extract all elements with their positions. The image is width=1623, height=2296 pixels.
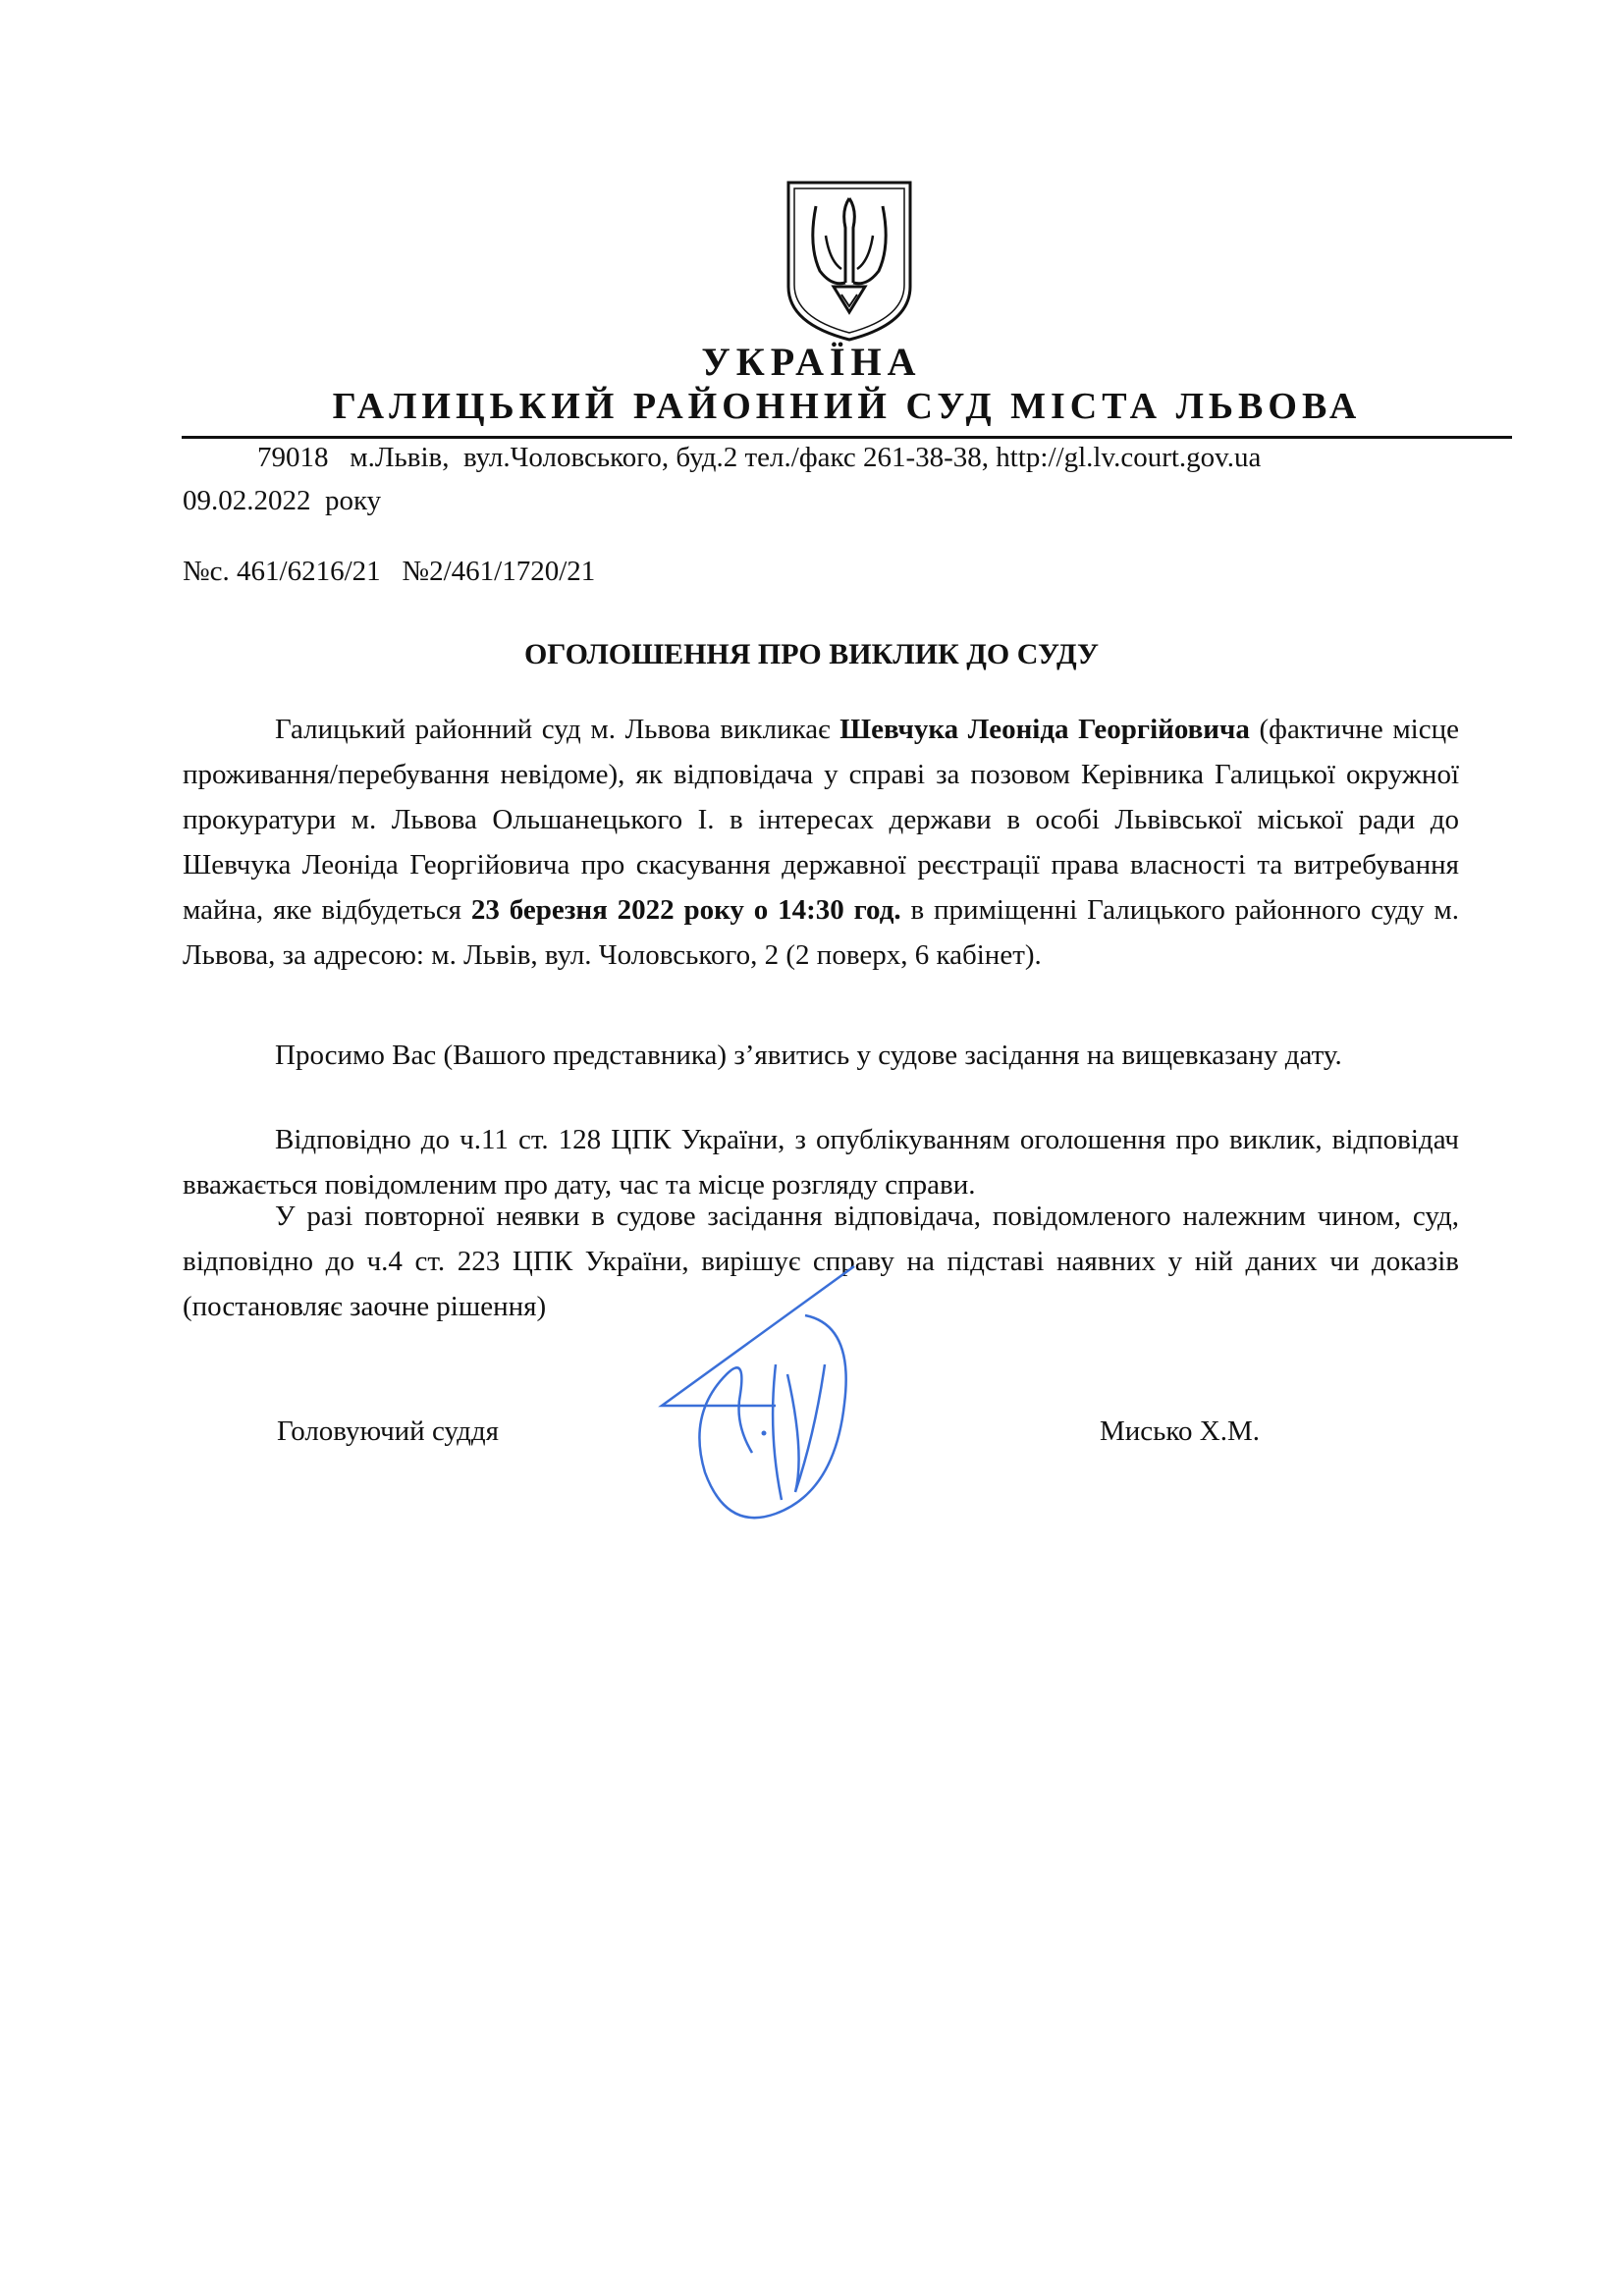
court-address: 79018 м.Львів, вул.Чоловського, буд.2 тел./факс 261-38-38, http://gl.lv.court.gov.ua: [257, 442, 1262, 473]
judge-name: Мисько Х.М.: [1100, 1415, 1260, 1447]
handwritten-signature: [658, 1256, 893, 1561]
signatory-role: Головуючий суддя: [277, 1415, 499, 1447]
summons-text-part1: Галицький районний суд м. Львова викликає: [275, 714, 840, 745]
header-divider: [182, 436, 1512, 439]
paragraph-absence: У разі повторної неявки в судове засідання відповідача, повідомленого належним чином, суд, відповідно до ч.4 ст. 223 ЦПК України, вирішує справу на підставі наявних у ній даних чи доказів (постановляє заочне рішення): [183, 1201, 1459, 1322]
paragraph-notification: Відповідно до ч.11 ст. 128 ЦПК України, з опублікуванням оголошення про виклик, відповідач вважається повідомленим про дату, час та місце розгляду справи.: [183, 1124, 1459, 1201]
defendant-name: Шевчука Леоніда Георгійовича: [839, 714, 1250, 745]
document-title: ОГОЛОШЕННЯ ПРО ВИКЛИК ДО СУДУ: [523, 638, 1100, 670]
document-date: 09.02.2022 року: [183, 485, 382, 516]
paragraph-summons: [183, 707, 1459, 978]
trident-coat-of-arms-icon: [781, 177, 918, 344]
country-heading: УКРАЇНА: [701, 340, 922, 384]
summons-text-part3: в приміщенні Галицького районного суду м. Львова, за адресою: м. Львів, вул. Чоловського, 2 (2 поверх, 6 кабінет).: [183, 894, 1459, 971]
paragraph-request: Просимо Вас (Вашого представника) з’явитись у судове засідання на вищевказану дату.: [275, 1040, 1342, 1071]
court-name-heading: ГАЛИЦЬКИЙ РАЙОННИЙ СУД МІСТА ЛЬВОВА: [332, 386, 1362, 427]
hearing-datetime: 23 березня 2022 року о 14:30 год.: [470, 894, 901, 926]
case-numbers: №с. 461/6216/21 №2/461/1720/21: [183, 556, 596, 587]
summons-text-part2: (фактичне місце проживання/перебування невідоме), як відповідача у справі за позовом Керівника Галицької окружної прокуратури м. Львова Ольшанецького І. в інтересах держави в особі Львівської міської ради до Шевчука Леоніда Георгійовича про скасування державної реєстрації права власності та витребування майна, яке відбудеться: [183, 714, 1460, 926]
